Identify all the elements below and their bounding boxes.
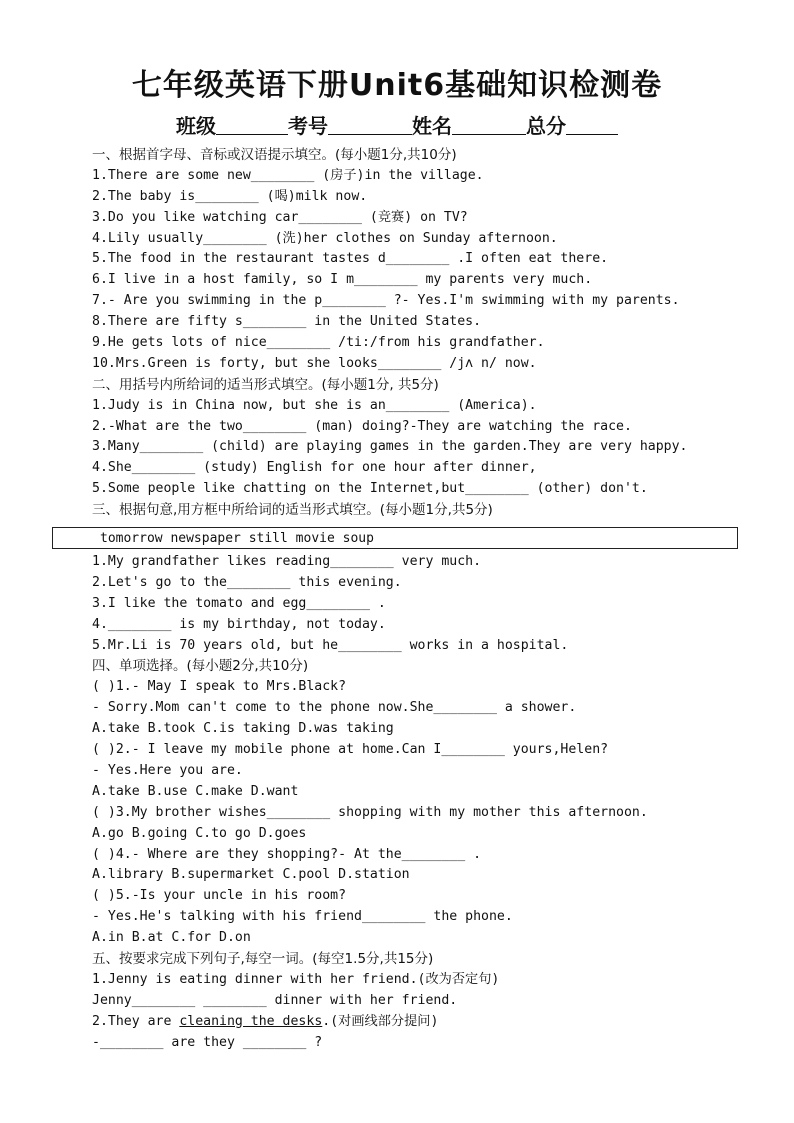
question-line: 9.He gets lots of nice________ /ti:/from his grandfather. (92, 335, 545, 351)
choice-line: A.take B.took C.is taking D.was taking (92, 721, 394, 737)
question-line: 3.Many________ (child) are playing games in the garden.They are very happy. (92, 439, 688, 455)
word-box-row (92, 521, 772, 552)
question-line: 3.I like the tomato and egg________ . (92, 595, 386, 611)
question-line: 3.Do you like watching car________ (竞赛) on TV? (92, 209, 468, 225)
question-line: 4.________ is my birthday, not today. (92, 616, 386, 632)
question-line: 4.She________ (study) English for one hour after dinner, (92, 460, 537, 476)
choice-line: A.take B.use C.make D.want (92, 783, 299, 799)
question-line: 1.Judy is in China now, but she is an________ (America). (92, 397, 537, 413)
choice-line: - Sorry.Mom can't come to the phone now.She________ a shower. (92, 700, 577, 716)
question-line (92, 1012, 772, 1033)
choice-line: ( )1.- May I speak to Mrs.Black? (92, 679, 347, 695)
question-line: 1.Jenny is eating dinner with her friend.(改为否定句) (92, 971, 500, 987)
choice-line: ( )4.- Where are they shopping?- At the________ . (92, 846, 482, 862)
choice-line: ( )3.My brother wishes________ shopping with my mother this afternoon. (92, 804, 648, 820)
section-5-heading: 五、按要求完成下列句子,每空一词。(每空1.5分,共15分) (92, 950, 434, 967)
q2-suffix: .(对画线部分提问) (322, 1013, 439, 1029)
section-2-heading: 二、用括号内所给词的适当形式填空。(每小题1分, 共5分) (92, 376, 439, 393)
question-line: 2.The baby is________ (喝)milk now. (92, 188, 368, 204)
question-line: 6.I live in a host family, so I m________ my parents very much. (92, 272, 593, 288)
number-blank (328, 116, 412, 135)
question-line: 5.Some people like chatting on the Internet,but________ (other) don't. (92, 481, 648, 497)
class-label: 班级 (176, 114, 216, 138)
choice-line: - Yes.Here you are. (92, 762, 243, 778)
choice-line: A.library B.supermarket C.pool D.station (92, 867, 410, 883)
name-label: 姓名 (412, 114, 452, 138)
student-info-line (0, 110, 794, 139)
q2-prefix: 2.They are (92, 1013, 180, 1029)
question-line: 4.Lily usually________ (洗)her clothes on Sunday afternoon. (92, 230, 558, 246)
question-line: 1.There are some new________ (房子)in the village. (92, 167, 484, 183)
answer-line: -________ are they ________ ? (92, 1034, 323, 1050)
word-box: tomorrow newspaper still movie soup (52, 527, 738, 549)
name-blank (452, 116, 526, 135)
choice-line: A.in B.at C.for D.on (92, 930, 251, 946)
question-line: 5.Mr.Li is 70 years old, but he________ works in a hospital. (92, 637, 569, 653)
worksheet-body (92, 145, 772, 1053)
score-blank (566, 116, 618, 135)
page-title: 七年级英语下册Unit6基础知识检测卷 (131, 68, 663, 103)
choice-line: - Yes.He's talking with his friend________ the phone. (92, 909, 513, 925)
question-line: 7.- Are you swimming in the p________ ?- Yes.I'm swimming with my parents. (92, 293, 680, 309)
class-blank (216, 116, 288, 135)
question-line: 8.There are fifty s________ in the United States. (92, 314, 482, 330)
score-label: 总分 (526, 114, 566, 138)
question-line: 2.Let's go to the________ this evening. (92, 574, 402, 590)
number-label: 考号 (288, 114, 328, 138)
question-line: 5.The food in the restaurant tastes d________ .I often eat there. (92, 251, 609, 267)
question-line: 2.-What are the two________ (man) doing?-They are watching the race. (92, 418, 632, 434)
choice-line: ( )2.- I leave my mobile phone at home.Can I________ yours,Helen? (92, 742, 609, 758)
choice-line: A.go B.going C.to go D.goes (92, 825, 307, 841)
question-line: 1.My grandfather likes reading________ very much. (92, 554, 482, 570)
section-1-heading: 一、根据首字母、音标或汉语提示填空。(每小题1分,共10分) (92, 147, 457, 163)
question-line: 10.Mrs.Green is forty, but she looks________ /jʌ n/ now. (92, 355, 537, 371)
choice-line: ( )5.-Is your uncle in his room? (92, 888, 347, 904)
section-4-heading: 四、单项选择。(每小题2分,共10分) (92, 658, 309, 675)
answer-line: Jenny________ ________ dinner with her friend. (92, 992, 458, 1008)
section-3-heading: 三、根据句意,用方框中所给词的适当形式填空。(每小题1分,共5分) (92, 502, 493, 519)
underlined-phrase: cleaning the desks (179, 1013, 323, 1029)
